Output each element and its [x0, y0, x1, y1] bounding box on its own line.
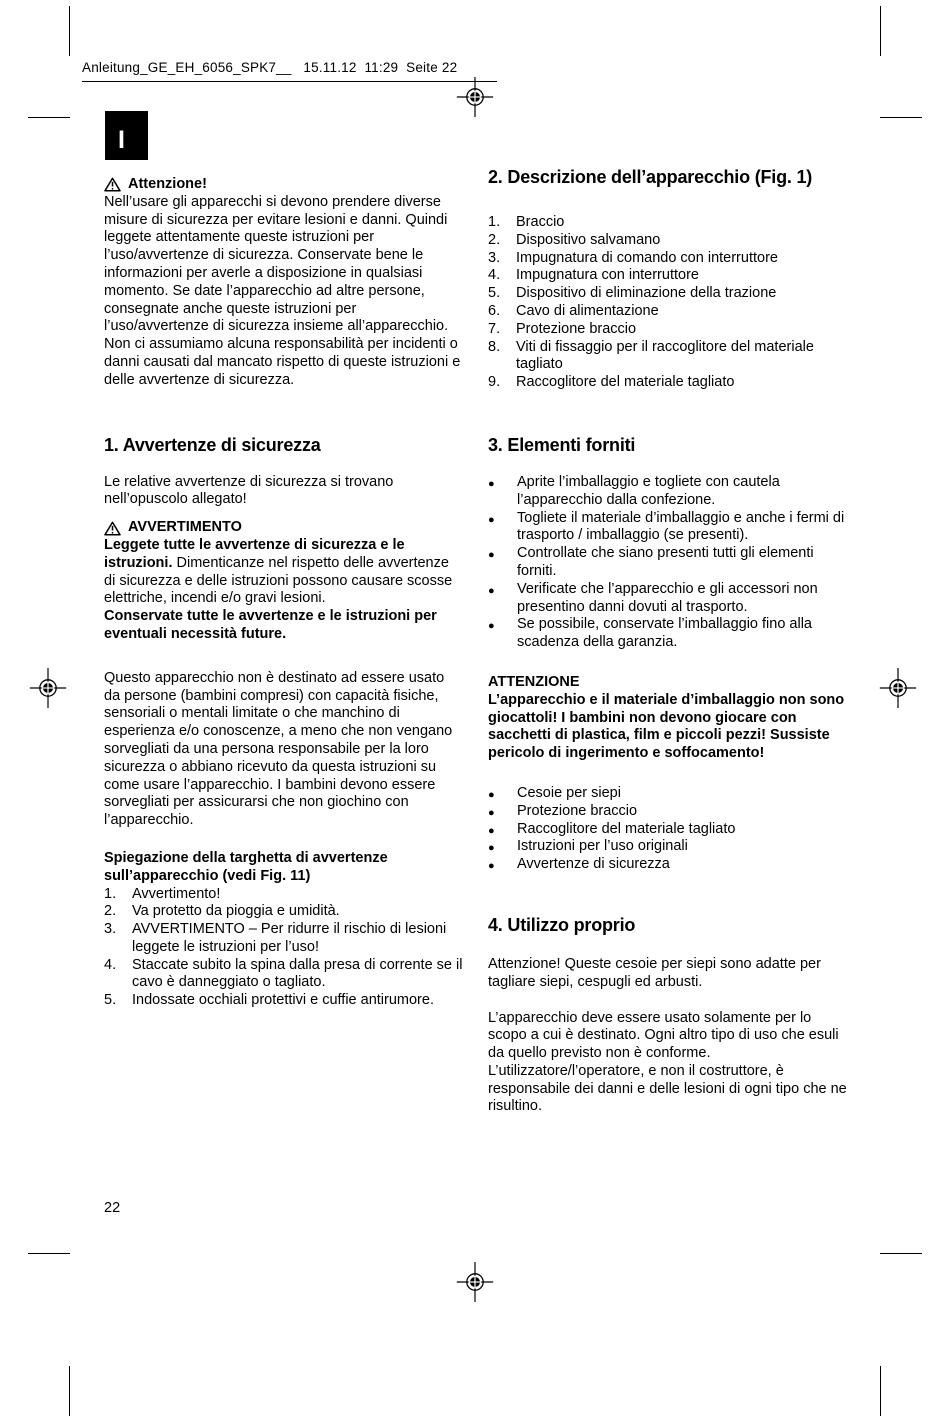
attenzione-title: ATTENZIONE	[488, 673, 580, 690]
unpacking-item: ● Se possibile, conservate l’imballaggio fino alla scadenza della garanzia.	[488, 616, 848, 652]
plate-list-item: AVVERTIMENTO – Per ridurre il rischio di lesioni leggete le istruzioni per l’uso!	[132, 921, 447, 955]
device-part-item: Protezione braccio	[516, 320, 637, 337]
print-header: Anleitung_GE_EH_6056_SPK7__ 15.11.12 11:29 Seite 22	[82, 60, 458, 75]
language-tab	[105, 111, 148, 160]
unpacking-list	[488, 474, 848, 652]
plate-list-item: Staccate subito la spina dalla presa di corrente se il cavo è danneggiato o tagliato.	[132, 956, 463, 991]
device-part-item: Dispositivo di eliminazione della trazione	[516, 285, 777, 302]
crop-mark	[880, 1366, 881, 1416]
warning-paragraph	[104, 537, 463, 608]
unpacking-item: ● Verificate che l’apparecchio e gli accessori non presentino danni dovuti al trasporto.	[488, 581, 848, 617]
section3-title: 3. Elementi forniti	[488, 434, 636, 455]
crop-mark	[69, 6, 70, 56]
attention-paragraph: Nell’usare gli apparecchi si devono prendere diverse misure di sicurezza per evitare lesioni e danni. Quindi leggete attentamente queste istruzioni per l’uso/avvertenze di sicurezza. Conservate bene le informazioni per averle a disposizione in qualsiasi momento. Se date l’apparecchio ad altre persone, consegnate anche queste istruzioni per l’uso/avvertenze di sicurezza insieme all’apparecchio. Non ci assumiamo alcuna responsabilità per incidenti o danni causati dal mancato rispetto di queste istruzioni e delle avvertenze di sicurezza.	[104, 193, 461, 388]
warning-bold-tail: Conservate tutte le avvertenze e le istruzioni per eventuali necessità future.	[104, 608, 437, 642]
attention-heading	[104, 176, 463, 194]
section1-intro: Le relative avvertenze di sicurezza si trovano nell’opuscolo allegato!	[104, 473, 394, 508]
plate-list-item: Avvertimento!	[132, 885, 221, 902]
device-part-item: Dispositivo salvamano	[516, 231, 661, 248]
plate-list	[104, 886, 463, 1011]
warning-bold-lead: Leggete tutte le avvertenze di sicurezza e le istruzioni.	[104, 536, 405, 571]
unpacking-item: ● Togliete il materiale d’imballaggio e anche i fermi di trasporto / imballaggio (se presenti).	[488, 510, 848, 546]
language-tab-label: I	[118, 126, 125, 154]
section2-title: 2. Descrizione dell’apparecchio (Fig. 1)	[488, 167, 813, 187]
device-part-item: Viti di fissaggio per il raccoglitore del materiale tagliato	[516, 338, 814, 373]
left-column	[104, 176, 463, 1010]
plate-list-item: Indossate occhiali protettivi e cuffie antirumore.	[132, 992, 434, 1009]
registration-mark-icon	[455, 1262, 495, 1302]
plate-title: Spiegazione della targhetta di avvertenze sull’apparecchio (vedi Fig. 11)	[104, 849, 388, 884]
crop-mark	[880, 6, 881, 56]
warning-text: Dimenticanze nel rispetto delle avvertenze di sicurezza e delle istruzioni possono causare scosse elettriche, incendi e/o gravi lesioni.	[104, 554, 453, 607]
right-column	[488, 166, 848, 1116]
unpacking-item: ● Controllate che siano presenti tutti gli elementi forniti.	[488, 545, 848, 581]
warning-heading	[104, 519, 463, 537]
included-item: ● Protezione braccio	[488, 803, 848, 821]
device-part-item: Impugnatura di comando con interruttore	[516, 249, 778, 266]
crop-mark	[880, 117, 922, 118]
included-list	[488, 785, 848, 874]
section1-title: 1. Avvertenze di sicurezza	[104, 434, 321, 455]
crop-mark	[69, 1366, 70, 1416]
plate-list-item: Va protetto da pioggia e umidità.	[132, 903, 340, 920]
registration-mark-icon	[878, 668, 918, 708]
included-item: ● Istruzioni per l’uso originali	[488, 838, 848, 856]
included-item: ● Raccoglitore del materiale tagliato	[488, 821, 848, 839]
warning-triangle-icon	[104, 521, 121, 536]
crop-mark	[880, 1253, 922, 1254]
device-part-item: Braccio	[516, 214, 565, 230]
header-rule	[82, 81, 497, 82]
page-number: 22	[104, 1200, 121, 1216]
supervision-paragraph: Questo apparecchio non è destinato ad essere usato da persone (bambini compresi) con capacità fisiche, sensoriali o mentali limitate o che manchino di esperienza e/o conoscenze, a meno che non vengano sorvegliati da una persona responsabile per la loro sicurezza o abbiano ricevuto da questa istruzioni su come usare l’apparecchio. I bambini devono essere sorvegliati per assicurarsi che non giochino con l’apparecchio.	[104, 669, 453, 829]
device-parts-list	[488, 214, 848, 392]
crop-mark	[28, 117, 70, 118]
included-item: ● Avvertenze di sicurezza	[488, 856, 848, 874]
section4-paragraph-1: Attenzione! Queste cesoie per siepi sono adatte per tagliare siepi, cespugli ed arbusti.	[488, 955, 821, 990]
device-part-item: Cavo di alimentazione	[516, 302, 659, 319]
registration-mark-icon	[28, 668, 68, 708]
device-part-item: Impugnatura con interruttore	[516, 267, 699, 284]
section4-paragraph-2: L’apparecchio deve essere usato solamente per lo scopo a cui è destinato. Ogni altro tipo di uso che esuli da quello previsto non è conforme. L’utilizzatore/l’operatore, e non il costruttore, è responsabile dei danni e delle lesioni di ogni tipo che ne risultino.	[488, 1009, 847, 1115]
crop-mark	[28, 1253, 70, 1254]
included-item: ● Cesoie per siepi	[488, 785, 848, 803]
unpacking-item: ● Aprite l’imballaggio e togliete con cautela l’apparecchio dalla confezione.	[488, 474, 848, 510]
section4-title: 4. Utilizzo proprio	[488, 914, 636, 935]
warning-triangle-icon	[104, 177, 121, 192]
warning-title: AVVERTIMENTO	[128, 519, 242, 536]
attention-title: Attenzione!	[128, 176, 207, 192]
registration-mark-icon	[455, 77, 495, 117]
device-part-item: Raccoglitore del materiale tagliato	[516, 374, 735, 391]
attenzione-body: L’apparecchio e il materiale d’imballaggio non sono giocattoli! I bambini non devono giocare con sacchetti di plastica, film e piccoli pezzi! Sussiste pericolo di ingerimento e soffocamento!	[488, 691, 845, 762]
